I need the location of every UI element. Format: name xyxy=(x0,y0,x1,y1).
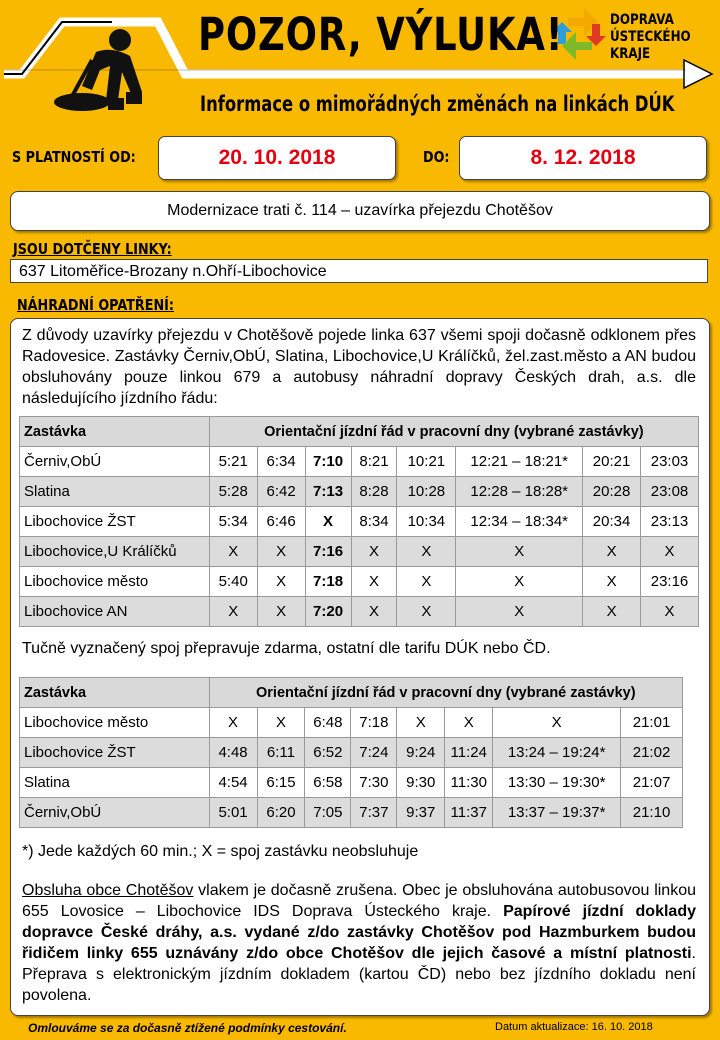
table-row xyxy=(20,507,699,537)
time-cell: X xyxy=(351,597,397,627)
column-header-stop: Zastávka xyxy=(20,417,210,447)
time-cell: X xyxy=(397,597,456,627)
time-cell: X xyxy=(493,708,621,738)
time-cell: 8:34 xyxy=(351,507,397,537)
time-cell: 7:05 xyxy=(305,798,351,828)
time-cell: X xyxy=(397,708,445,738)
stop-name: Libochovice AN xyxy=(20,597,210,627)
brand-line: ÚSTECKÉHO xyxy=(610,29,691,45)
time-cell: X xyxy=(351,537,397,567)
time-cell: X xyxy=(456,567,583,597)
time-cell: 6:48 xyxy=(305,708,351,738)
time-cell: 20:21 xyxy=(583,447,641,477)
stop-name: Libochovice ŽST xyxy=(20,507,210,537)
free-ride-note: Tučně vyznačený spoj přepravuje zdarma, ostatní dle tarifu DÚK nebo ČD. xyxy=(22,640,551,657)
time-cell: 21:10 xyxy=(621,798,683,828)
time-cell: 5:21 xyxy=(209,447,257,477)
time-cell: X xyxy=(397,537,456,567)
time-cell: X xyxy=(209,597,257,627)
valid-from-date: 20. 10. 2018 xyxy=(158,136,396,180)
timetable-1 xyxy=(19,416,699,627)
time-cell: X xyxy=(351,567,397,597)
time-cell: X xyxy=(257,597,305,627)
time-cell: 7:24 xyxy=(351,738,397,768)
table-header-row xyxy=(20,417,699,447)
stop-name: Černiv,ObÚ xyxy=(20,798,210,828)
time-cell: 9:37 xyxy=(397,798,445,828)
affected-lines-value: 637 Litoměřice-Brozany n.Ohří-Libochovice xyxy=(10,259,708,283)
timetable-2 xyxy=(19,677,683,828)
measures-intro: Z důvody uzavírky přejezdu v Chotěšově pojede linka 637 všemi spoji dočasně odklonem přes Radovesice. Zastávky Černiv,ObÚ, Slatina, Libochovice,U Králíčků, žel.zast.město a AN budou obsluhovány pouze linkou 679 a autobusy náhradní dopravy Českých drah, a.s. dle následujícího jízdního řádu: xyxy=(22,327,696,407)
time-cell: 12:28 – 18:28* xyxy=(456,477,583,507)
time-cell: X xyxy=(445,708,493,738)
table-row xyxy=(20,798,683,828)
time-cell: 5:34 xyxy=(209,507,257,537)
time-cell: X xyxy=(583,567,641,597)
time-cell: 8:28 xyxy=(351,477,397,507)
time-cell: X xyxy=(456,537,583,567)
valid-to-date: 8. 12. 2018 xyxy=(459,136,707,180)
time-cell: 4:54 xyxy=(209,768,257,798)
time-cell: 21:02 xyxy=(621,738,683,768)
time-cell: 9:30 xyxy=(397,768,445,798)
time-cell-free: X xyxy=(305,507,351,537)
table-row xyxy=(20,567,699,597)
time-cell: 21:07 xyxy=(621,768,683,798)
time-cell: 23:13 xyxy=(641,507,699,537)
notice-bold: Papírové jízdní doklady dopravce České dráhy, a.s. vydané z/do zastávky Chotěšov pod Hazmburkem budou řidičem linky 655 uznávány z/do obce Chotěšov dle jejich časové a místní platnosti xyxy=(22,903,696,962)
time-cell: 6:42 xyxy=(257,477,305,507)
notice-text: vlakem je dočasně zrušena. Obec je obsluhována autobusovou linkou 655 Lovosice – Libochovice IDS Doprava Ústeckého kraje. xyxy=(22,882,697,920)
time-cell: 7:30 xyxy=(351,768,397,798)
column-header-times: Orientační jízdní řád v pracovní dny (vybrané zastávky) xyxy=(209,678,682,708)
time-cell: 5:01 xyxy=(209,798,257,828)
time-cell: X xyxy=(257,708,305,738)
time-cell-free: 7:18 xyxy=(305,567,351,597)
stop-name: Slatina xyxy=(20,477,210,507)
column-header-times: Orientační jízdní řád v pracovní dny (vybrané zastávky) xyxy=(209,417,698,447)
time-cell-free: 7:10 xyxy=(305,447,351,477)
time-cell: 11:24 xyxy=(445,738,493,768)
stop-name: Slatina xyxy=(20,768,210,798)
time-cell: 23:16 xyxy=(641,567,699,597)
time-cell: X xyxy=(257,537,305,567)
time-cell: 5:40 xyxy=(209,567,257,597)
time-cell: 7:37 xyxy=(351,798,397,828)
footer-updated: Datum aktualizace: 16. 10. 2018 xyxy=(495,1021,653,1033)
time-cell: X xyxy=(583,537,641,567)
time-cell: 12:34 – 18:34* xyxy=(456,507,583,537)
time-cell: 12:21 – 18:21* xyxy=(456,447,583,477)
chotesov-notice xyxy=(22,880,696,1006)
time-cell: X xyxy=(209,537,257,567)
time-cell: 6:20 xyxy=(257,798,305,828)
stop-name: Libochovice ŽST xyxy=(20,738,210,768)
time-cell: 13:24 – 19:24* xyxy=(493,738,621,768)
time-cell: 21:01 xyxy=(621,708,683,738)
time-cell: 13:37 – 19:37* xyxy=(493,798,621,828)
notice-underlined: Obsluha obce Chotěšov xyxy=(22,882,194,899)
time-cell: 6:46 xyxy=(257,507,305,537)
valid-to-label: DO: xyxy=(423,148,450,166)
page-subtitle: Informace o mimořádných změnách na linkách DÚK xyxy=(200,92,675,116)
table-row xyxy=(20,537,699,567)
time-cell: 20:34 xyxy=(583,507,641,537)
time-cell-free: 7:20 xyxy=(305,597,351,627)
time-cell: 10:28 xyxy=(397,477,456,507)
time-cell: 4:48 xyxy=(209,738,257,768)
table-row xyxy=(20,447,699,477)
brand-name xyxy=(610,12,691,63)
measures-heading: NÁHRADNÍ OPATŘENÍ: xyxy=(17,296,174,314)
stop-name: Libochovice město xyxy=(20,708,210,738)
column-header-stop: Zastávka xyxy=(20,678,210,708)
time-cell: 11:37 xyxy=(445,798,493,828)
footer-apology: Omlouváme se za dočasně ztížené podmínky cestování. xyxy=(28,1021,347,1035)
time-cell: 9:24 xyxy=(397,738,445,768)
time-cell: X xyxy=(641,597,699,627)
time-cell: 10:21 xyxy=(397,447,456,477)
time-cell: X xyxy=(257,567,305,597)
time-cell-free: 7:16 xyxy=(305,537,351,567)
table-header-row xyxy=(20,678,683,708)
table-row xyxy=(20,768,683,798)
time-cell: X xyxy=(583,597,641,627)
time-cell: 10:34 xyxy=(397,507,456,537)
table-row xyxy=(20,477,699,507)
affected-lines-heading: JSOU DOTČENY LINKY: xyxy=(13,240,172,258)
valid-from-label: S PLATNOSTÍ OD: xyxy=(12,148,136,166)
stop-name: Černiv,ObÚ xyxy=(20,447,210,477)
time-cell: 6:34 xyxy=(257,447,305,477)
closure-reason: Modernizace trati č. 114 – uzavírka přejezdu Chotěšov xyxy=(10,191,710,231)
time-cell: 20:28 xyxy=(583,477,641,507)
brand-line: KRAJE xyxy=(610,46,651,62)
time-cell: 6:11 xyxy=(257,738,305,768)
time-cell: 23:08 xyxy=(641,477,699,507)
time-cell: 7:18 xyxy=(351,708,397,738)
time-cell: 6:52 xyxy=(305,738,351,768)
time-cell: 6:15 xyxy=(257,768,305,798)
time-cell: 8:21 xyxy=(351,447,397,477)
time-cell: 6:58 xyxy=(305,768,351,798)
time-cell: X xyxy=(397,567,456,597)
time-cell: 11:30 xyxy=(445,768,493,798)
notice-text: . Přeprava s elektronickým jízdním dokladem (kartou ČD) nebo bez jízdního dokladu není povolena. xyxy=(22,945,696,1004)
table-row xyxy=(20,738,683,768)
time-cell: 5:28 xyxy=(209,477,257,507)
page-title: POZOR, VÝLUKA! xyxy=(198,8,564,61)
time-cell: 13:30 – 19:30* xyxy=(493,768,621,798)
time-cell-free: 7:13 xyxy=(305,477,351,507)
time-cell: X xyxy=(456,597,583,627)
table-row xyxy=(20,597,699,627)
stop-name: Libochovice město xyxy=(20,567,210,597)
time-cell: 23:03 xyxy=(641,447,699,477)
legend-note: *) Jede každých 60 min.; X = spoj zastávku neobsluhuje xyxy=(22,843,419,860)
time-cell: X xyxy=(641,537,699,567)
stop-name: Libochovice,U Králíčků xyxy=(20,537,210,567)
table-row xyxy=(20,708,683,738)
brand-line: DOPRAVA xyxy=(610,12,674,28)
time-cell: X xyxy=(209,708,257,738)
